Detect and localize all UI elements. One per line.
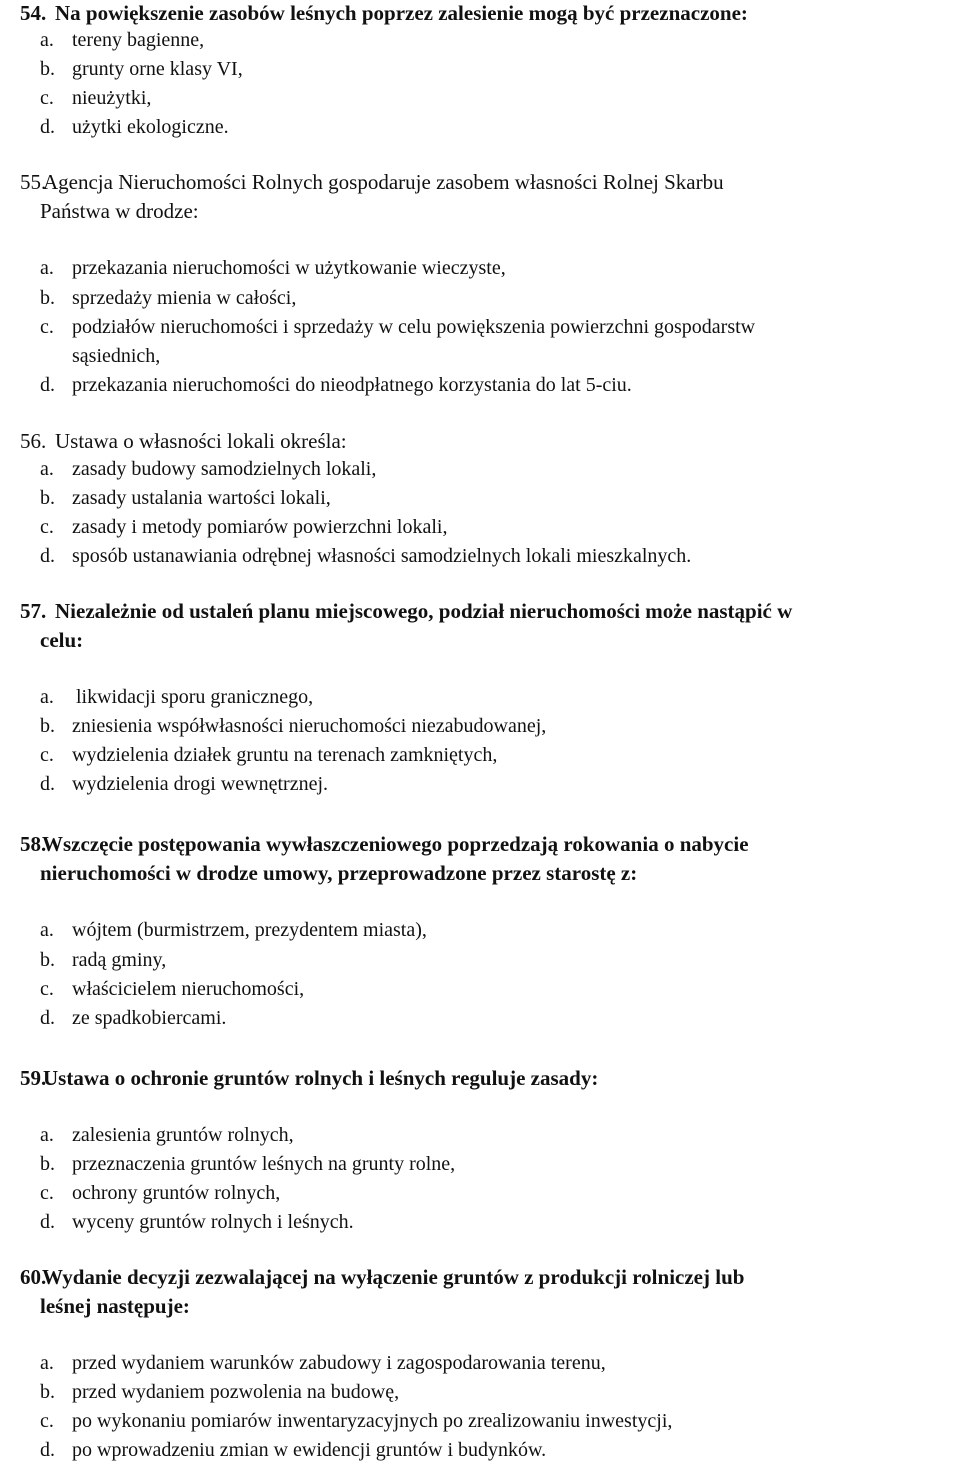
question-text-line1: Wszczęcie postępowania wywłaszczeniowego poprzedzają rokowania o nabycie — [42, 832, 749, 856]
option-letter: d. — [40, 1211, 55, 1233]
option-text: podziałów nieruchomości i sprzedaży w celu powiększenia powierzchni gospodarstw — [72, 316, 756, 338]
option-text: tereny bagienne, — [72, 29, 205, 51]
option-letter: a. — [40, 29, 54, 51]
option-letter: d. — [40, 773, 55, 795]
option-letter: a. — [40, 686, 54, 708]
option-letter: a. — [40, 1124, 54, 1146]
question-text: Ustawa o własności lokali określa: — [55, 429, 347, 453]
option-letter: c. — [40, 744, 54, 766]
option-text: likwidacji sporu granicznego, — [76, 686, 314, 708]
question-text-line2: Państwa w drodze: — [40, 199, 199, 223]
option-text: zniesienia współwłasności nieruchomości niezabudowanej, — [72, 715, 547, 737]
option-text-continued: sąsiednich, — [72, 345, 161, 367]
option-text: radą gminy, — [72, 949, 167, 971]
question-text-line1: Agencja Nieruchomości Rolnych gospodaruje zasobem własności Rolnej Skarbu — [43, 170, 724, 194]
option-letter: c. — [40, 516, 54, 538]
option-text: wydzielenia drogi wewnętrznej. — [72, 773, 329, 795]
question-text: Ustawa o ochronie gruntów rolnych i leśnych reguluje zasady: — [43, 1066, 599, 1090]
question-number: 60. — [20, 1265, 47, 1289]
question-text — [43, 172, 954, 193]
option-letter: a. — [40, 1352, 54, 1374]
option-letter: b. — [40, 1153, 55, 1175]
question-number: 57. — [20, 599, 47, 623]
option-text: zasady i metody pomiarów powierzchni lokali, — [72, 516, 448, 538]
option-text: zalesienia gruntów rolnych, — [72, 1124, 294, 1146]
option-letter: b. — [40, 487, 55, 509]
question-number: 54. — [20, 1, 47, 25]
option-letter: b. — [40, 949, 55, 971]
option-letter: d. — [40, 116, 55, 138]
option-text: nieużytki, — [72, 87, 152, 109]
question-text-line2: celu: — [40, 628, 84, 652]
option-letter: c. — [40, 87, 54, 109]
option-text: wyceny gruntów rolnych i leśnych. — [72, 1211, 354, 1233]
option-letter: d. — [40, 1007, 55, 1029]
option-text: ze spadkobiercami. — [72, 1007, 227, 1029]
option-letter: d. — [40, 545, 55, 567]
question-text-line2: nieruchomości w drodze umowy, przeprowadzone przez starostę z: — [40, 861, 638, 885]
option-letter: b. — [40, 715, 55, 737]
option-text: użytki ekologiczne. — [72, 116, 229, 138]
option-text: właścicielem nieruchomości, — [72, 978, 305, 1000]
option-letter: b. — [40, 1381, 55, 1403]
question-number: 59. — [20, 1066, 47, 1090]
option-letter: d. — [40, 374, 55, 396]
option-text: wójtem (burmistrzem, prezydentem miasta), — [72, 919, 427, 941]
option-letter: b. — [40, 287, 55, 309]
question-text-line1: Niezależnie od ustaleń planu miejscowego, podział nieruchomości może nastąpić w — [55, 599, 793, 623]
question-text-line2: leśnej następuje: — [40, 1294, 190, 1318]
option-letter: b. — [40, 58, 55, 80]
question-number: 55. — [20, 170, 47, 194]
option-letter: a. — [40, 458, 54, 480]
option-text: sprzedaży mienia w całości, — [72, 287, 297, 309]
option-letter: a. — [40, 919, 54, 941]
option-text: przekazania nieruchomości w użytkowanie wieczyste, — [72, 257, 506, 279]
question-number: 56. — [20, 429, 47, 453]
option-text: przekazania nieruchomości do nieodpłatnego korzystania do lat 5-ciu. — [72, 374, 632, 396]
question-number: 58. — [20, 832, 47, 856]
option-letter: c. — [40, 1410, 54, 1432]
option-text: ochrony gruntów rolnych, — [72, 1182, 281, 1204]
option-letter: c. — [40, 1182, 54, 1204]
option-text: po wprowadzeniu zmian w ewidencji gruntów i budynków. — [72, 1439, 547, 1461]
question-text: Na powiększenie zasobów leśnych poprzez zalesienie mogą być przeznaczone: — [55, 1, 748, 25]
option-text: wydzielenia działek gruntu na terenach zamkniętych, — [72, 744, 498, 766]
option-text: zasady budowy samodzielnych lokali, — [72, 458, 377, 480]
option-letter: d. — [40, 1439, 55, 1461]
option-letter: c. — [40, 978, 54, 1000]
option-text: grunty orne klasy VI, — [72, 58, 243, 80]
option-letter: a. — [40, 257, 54, 279]
option-letter: c. — [40, 316, 54, 338]
question-text-line1: Wydanie decyzji zezwalającej na wyłączenie gruntów z produkcji rolniczej lub — [42, 1265, 745, 1289]
option-text: przeznaczenia gruntów leśnych na grunty rolne, — [72, 1153, 456, 1175]
option-text: po wykonaniu pomiarów inwentaryzacyjnych po zrealizowaniu inwestycji, — [72, 1410, 673, 1432]
option-text: przed wydaniem pozwolenia na budowę, — [72, 1381, 400, 1403]
option-text: sposób ustanawiania odrębnej własności samodzielnych lokali mieszkalnych. — [72, 545, 692, 567]
option-text: przed wydaniem warunków zabudowy i zagospodarowania terenu, — [72, 1352, 606, 1374]
option-text: zasady ustalania wartości lokali, — [72, 487, 331, 509]
